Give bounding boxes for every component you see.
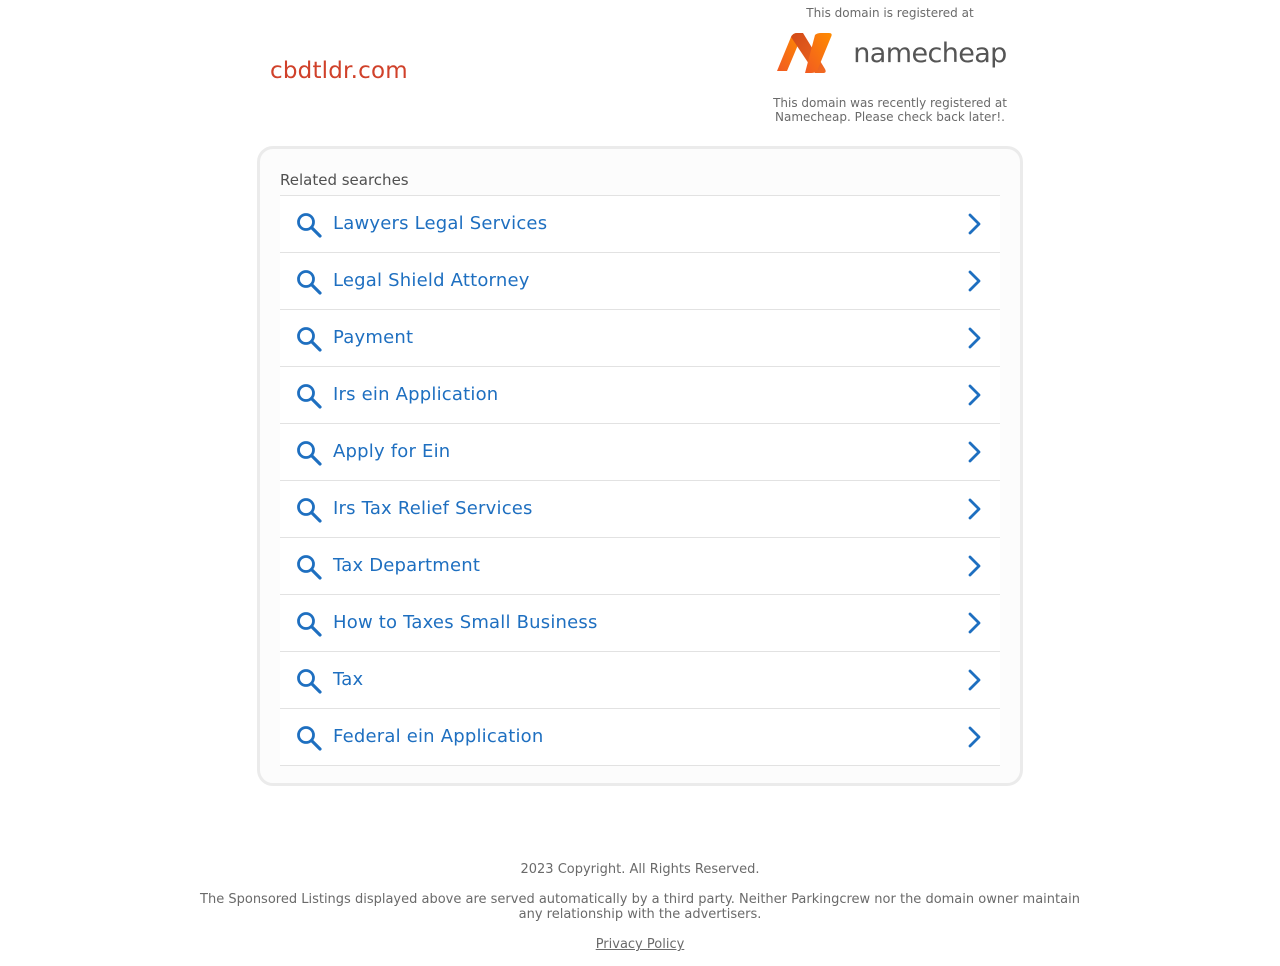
search-icon — [296, 212, 322, 238]
related-search-label[interactable]: Apply for Ein — [333, 441, 451, 462]
chevron-right-icon — [966, 669, 984, 691]
related-search-item[interactable] — [280, 367, 1000, 424]
search-icon — [296, 440, 322, 466]
related-search-item[interactable] — [280, 424, 1000, 481]
related-search-label[interactable]: Irs ein Application — [333, 384, 499, 405]
chevron-right-icon — [966, 498, 984, 520]
related-search-item[interactable] — [280, 595, 1000, 652]
footer — [0, 862, 1280, 952]
related-search-label[interactable]: Irs Tax Relief Services — [333, 498, 533, 519]
related-search-item[interactable] — [280, 253, 1000, 310]
search-icon — [296, 326, 322, 352]
search-icon — [296, 668, 322, 694]
related-search-label[interactable]: Federal ein Application — [333, 726, 544, 747]
copyright-text: 2023 Copyright. All Rights Reserved. — [520, 862, 760, 877]
domain-name: cbdtldr.com — [270, 58, 408, 84]
namecheap-logo[interactable] — [760, 30, 1020, 76]
search-icon — [296, 611, 322, 637]
chevron-right-icon — [966, 384, 984, 406]
sponsored-disclaimer: The Sponsored Listings displayed above are served automatically by a third party. Neither Parkingcrew nor the domain owner maintain any relationship with the advertisers. — [200, 892, 1080, 922]
chevron-right-icon — [966, 441, 984, 463]
related-search-label[interactable]: Legal Shield Attorney — [333, 270, 530, 291]
related-search-item[interactable] — [280, 709, 1000, 766]
search-icon — [296, 383, 322, 409]
related-searches-panel — [257, 146, 1023, 786]
related-search-item[interactable] — [280, 310, 1000, 367]
related-search-item[interactable] — [280, 652, 1000, 709]
related-searches-inner — [280, 169, 1000, 766]
registration-note — [760, 96, 1020, 124]
privacy-policy-link[interactable]: Privacy Policy — [595, 937, 685, 952]
related-search-label[interactable]: Payment — [333, 327, 414, 348]
related-search-item[interactable] — [280, 196, 1000, 253]
related-search-label[interactable]: Tax Department — [333, 555, 481, 576]
namecheap-logo-icon — [773, 33, 845, 73]
related-search-item[interactable] — [280, 538, 1000, 595]
registration-note-line-2: Namecheap. Please check back later!. — [775, 110, 1005, 124]
registrar-block — [760, 0, 1020, 124]
related-search-label[interactable]: Tax — [333, 669, 364, 690]
chevron-right-icon — [966, 555, 984, 577]
related-search-label[interactable]: Lawyers Legal Services — [333, 213, 548, 234]
chevron-right-icon — [966, 327, 984, 349]
related-search-item[interactable] — [280, 481, 1000, 538]
search-icon — [296, 497, 322, 523]
search-icon — [296, 725, 322, 751]
registration-note-line-1: This domain was recently registered at — [773, 96, 1007, 110]
chevron-right-icon — [966, 726, 984, 748]
namecheap-wordmark: namecheap — [853, 37, 1007, 69]
related-searches-title: Related searches — [280, 169, 1000, 196]
chevron-right-icon — [966, 213, 984, 235]
chevron-right-icon — [966, 270, 984, 292]
chevron-right-icon — [966, 612, 984, 634]
search-icon — [296, 269, 322, 295]
related-searches-list — [280, 196, 1000, 766]
related-search-label[interactable]: How to Taxes Small Business — [333, 612, 598, 633]
registered-at-text: This domain is registered at — [806, 6, 974, 20]
search-icon — [296, 554, 322, 580]
